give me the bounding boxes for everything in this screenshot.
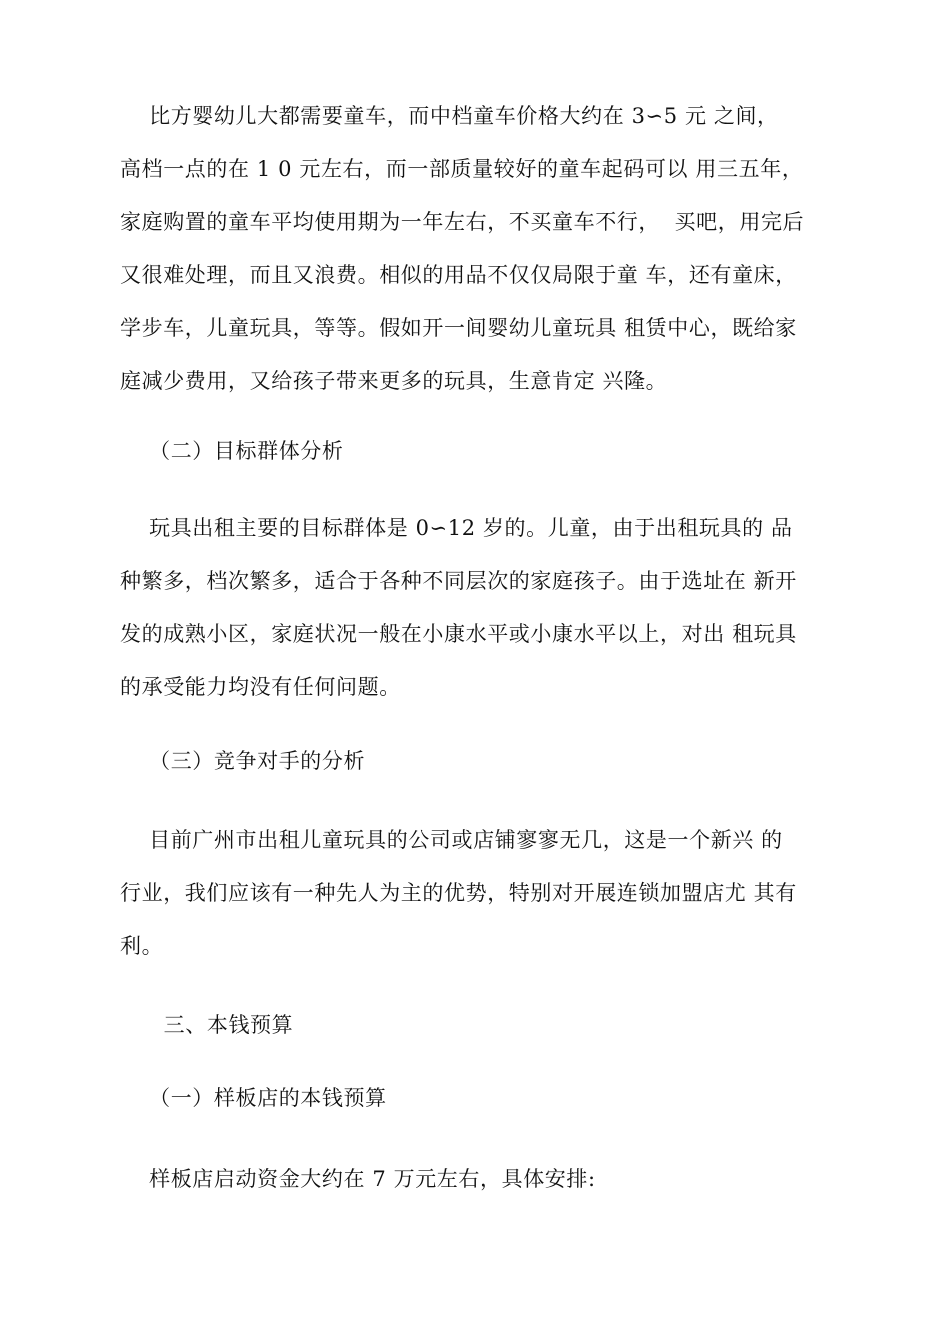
paragraph-4-line-1: 样板店启动资金大约在 7 万元左右，具体安排: (120, 1167, 596, 1191)
section-heading-sample-store: （一）样板店的本钱预算 (120, 1086, 387, 1110)
paragraph-1-line-1: 比方婴幼儿大都需要童车，而中档童车价格大约在 3∽5 元 之间， (120, 104, 779, 128)
section-heading-competitors: （三）竞争对手的分析 (120, 749, 366, 773)
section-heading-target-group: （二）目标群体分析 (120, 439, 344, 463)
paragraph-2-line-3: 发的成熟小区，家庭状况一般在小康水平或小康水平以上，对出 租玩具 (120, 622, 797, 646)
paragraph-1-line-4: 又很难处理，而且又浪费。相似的用品不仅仅局限于童 车，还有童床， (120, 263, 797, 287)
paragraph-3-line-1: 目前广州市出租儿童玩具的公司或店铺寥寥无几，这是一个新兴 的 (120, 828, 783, 852)
paragraph-3-line-2: 行业，我们应该有一种先人为主的优势，特别对开展连锁加盟店尤 其有 (120, 881, 797, 905)
paragraph-3-line-3: 利。 (120, 934, 164, 958)
paragraph-2-line-1: 玩具出租主要的目标群体是 0∽12 岁的。儿童，由于出租玩具的 品 (120, 516, 793, 540)
paragraph-2-line-4: 的承受能力均没有任何问题。 (120, 675, 401, 699)
paragraph-1-line-2: 高档一点的在 1 0 元左右，而一部质量较好的童车起码可以 用三五年， (120, 157, 804, 181)
paragraph-1-line-3: 家庭购置的童车平均使用期为一年左右，不买童车不行， 买吧，用完后 (120, 210, 805, 234)
paragraph-1-line-6: 庭减少费用，又给孩子带来更多的玩具，生意肯定 兴隆。 (120, 369, 668, 393)
paragraph-2-line-2: 种繁多，档次繁多，适合于各种不同层次的家庭孩子。由于选址在 新开 (120, 569, 797, 593)
chapter-heading-budget: 三、本钱预算 (120, 1013, 294, 1037)
paragraph-1-line-5: 学步车，儿童玩具，等等。假如开一间婴幼儿童玩具 租赁中心，既给家 (120, 316, 797, 340)
